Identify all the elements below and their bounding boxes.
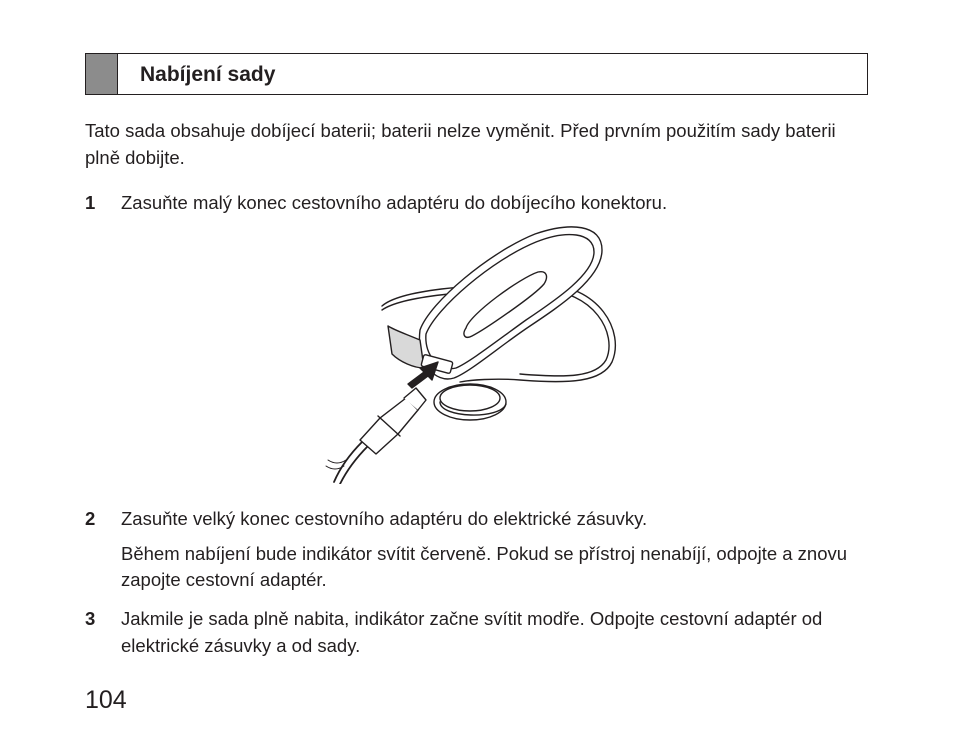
- step-note: Během nabíjení bude indikátor svítit červeně. Pokud se přístroj nenabíjí, odpojte a znovu zapojte cestovní adaptér.: [121, 542, 848, 590]
- section-header: [85, 53, 868, 95]
- intro-paragraph: Tato sada obsahuje dobíjecí baterii; baterii nelze vyměnit. Před prvním použitím sady baterii plně dobijte.: [85, 120, 836, 168]
- step-3: [85, 606, 865, 659]
- step-1: [85, 190, 865, 217]
- step-number: 2: [85, 508, 96, 529]
- port-flap: [388, 326, 424, 368]
- step-number: 1: [85, 192, 96, 213]
- step-text: Zasuňte malý konec cestovního adaptéru do dobíjecího konektoru.: [121, 192, 668, 213]
- section-title: Nabíjení sady: [140, 63, 276, 86]
- headset-charging-illustration: [320, 222, 630, 484]
- adapter-cable: [334, 442, 362, 482]
- step-number: 3: [85, 608, 96, 629]
- step-text: Zasuňte velký konec cestovního adaptéru do elektrické zásuvky.: [121, 508, 648, 529]
- step-2: [85, 506, 865, 594]
- step-text: Jakmile je sada plně nabita, indikátor začne svítit modře. Odpojte cestovní adaptér od elektrické zásuvky a od sady.: [121, 608, 823, 656]
- headset-body: [419, 227, 602, 379]
- section-tab-marker: [86, 54, 118, 94]
- page-number: 104: [85, 686, 127, 714]
